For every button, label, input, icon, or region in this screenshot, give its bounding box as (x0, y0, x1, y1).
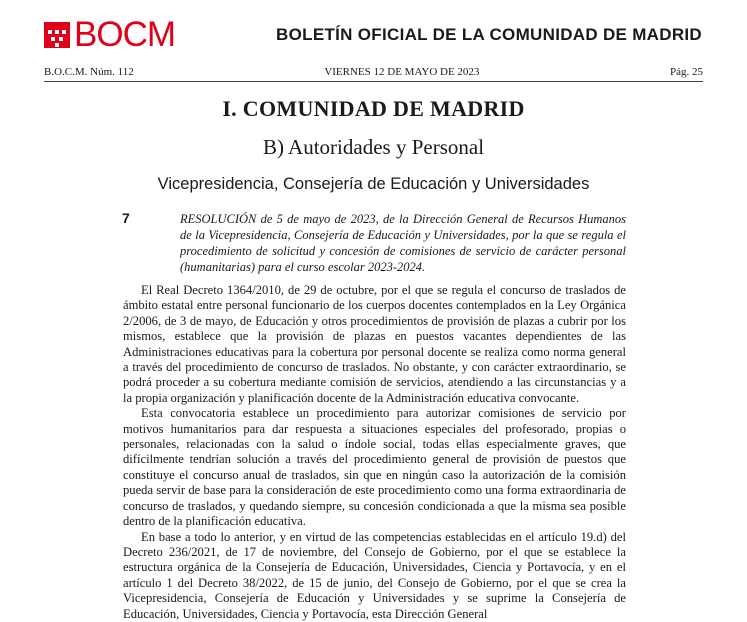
department-heading: Vicepresidencia, Consejería de Educación y Universidades (157, 175, 590, 193)
body-paragraph: El Real Decreto 1364/2010, de 29 de octubre, por el que se regula el concurso de traslados de ámbito estatal entre personal funcionario de los cuerpos docentes contemplados en la Ley Orgánica 2/2006, de 3 de mayo, de Educación y otros procedimientos de provisión de plazas a cubrir por los mismos, establece que la provisión de plazas en puestos vacantes dependientes de las Administraciones educativas para la cobertura por personal docente se realiza como norma general a través del procedimiento de concurso de traslados. No obstante, y con carácter extraordinario, se podrá proceder a su cobertura mediante comisión de servicios, atendiendo a las circunstancias y a la propia organización y planificación docente de la Administración educativa convocante. (123, 283, 626, 405)
body-paragraph: En base a todo lo anterior, y en virtud de las competencias establecidas en el artículo 19.d) del Decreto 236/2021, de 17 de noviembre, del Consejo de Gobierno, por el que se establece la estructura orgánica de la Consejería de Educación, Universidades, Ciencia y Portavocía, y en el artículo 1 del Decreto 38/2022, de 15 de junio, del Consejo de Gobierno, por el que se crea la Vicepresidencia, Consejería de Educación y Universidades y se suprime la Consejería de Educación, Universidades, Ciencia y Portavocía, esta Dirección General (123, 529, 626, 621)
logo-text: BOCM (74, 15, 175, 54)
section-title: I. COMUNIDAD DE MADRID (222, 96, 525, 121)
madrid-flag-icon (44, 22, 70, 48)
page-number: Pág. 25 (670, 66, 703, 78)
entry-number: 7 (122, 210, 130, 226)
issue-meta-bar (44, 64, 703, 82)
gazette-title: BOLETÍN OFICIAL DE LA COMUNIDAD DE MADRID (276, 25, 702, 44)
document-body (123, 283, 626, 622)
issue-number: B.O.C.M. Núm. 112 (44, 66, 134, 78)
subsection-title: B) Autoridades y Personal (262, 135, 485, 159)
issue-date: VIERNES 12 DE MAYO DE 2023 (324, 66, 480, 78)
bocm-logo (44, 15, 175, 54)
resolution-summary: RESOLUCIÓN de 5 de mayo de 2023, de la Dirección General de Recursos Humanos de la Vicepresidencia, Consejería de Educación y Universidades, por la que se regula el procedimiento de solicitud y concesión de comisiones de servicio de carácter personal (humanitarias) para el curso escolar 2023-2024. (180, 212, 626, 274)
body-paragraph: Esta convocatoria establece un procedimiento para autorizar comisiones de servicio por motivos humanitarios para dar respuesta a situaciones especiales del profesorado, propias o personales, relacionadas con la salud o índole social, todas ellas especialmente graves, que difícilmente tendrían solución a través del procedimiento general de provisión de puestos que constituye el concurso anual de traslados, sin que en ningún caso la autorización de la comisión pueda servir de base para la consideración de este procedimiento como una forma extraordinaria de concurso de traslados, y quedando siempre, su concesión condicionada a que la misma sea posible dentro de la planificación educativa. (123, 406, 626, 529)
